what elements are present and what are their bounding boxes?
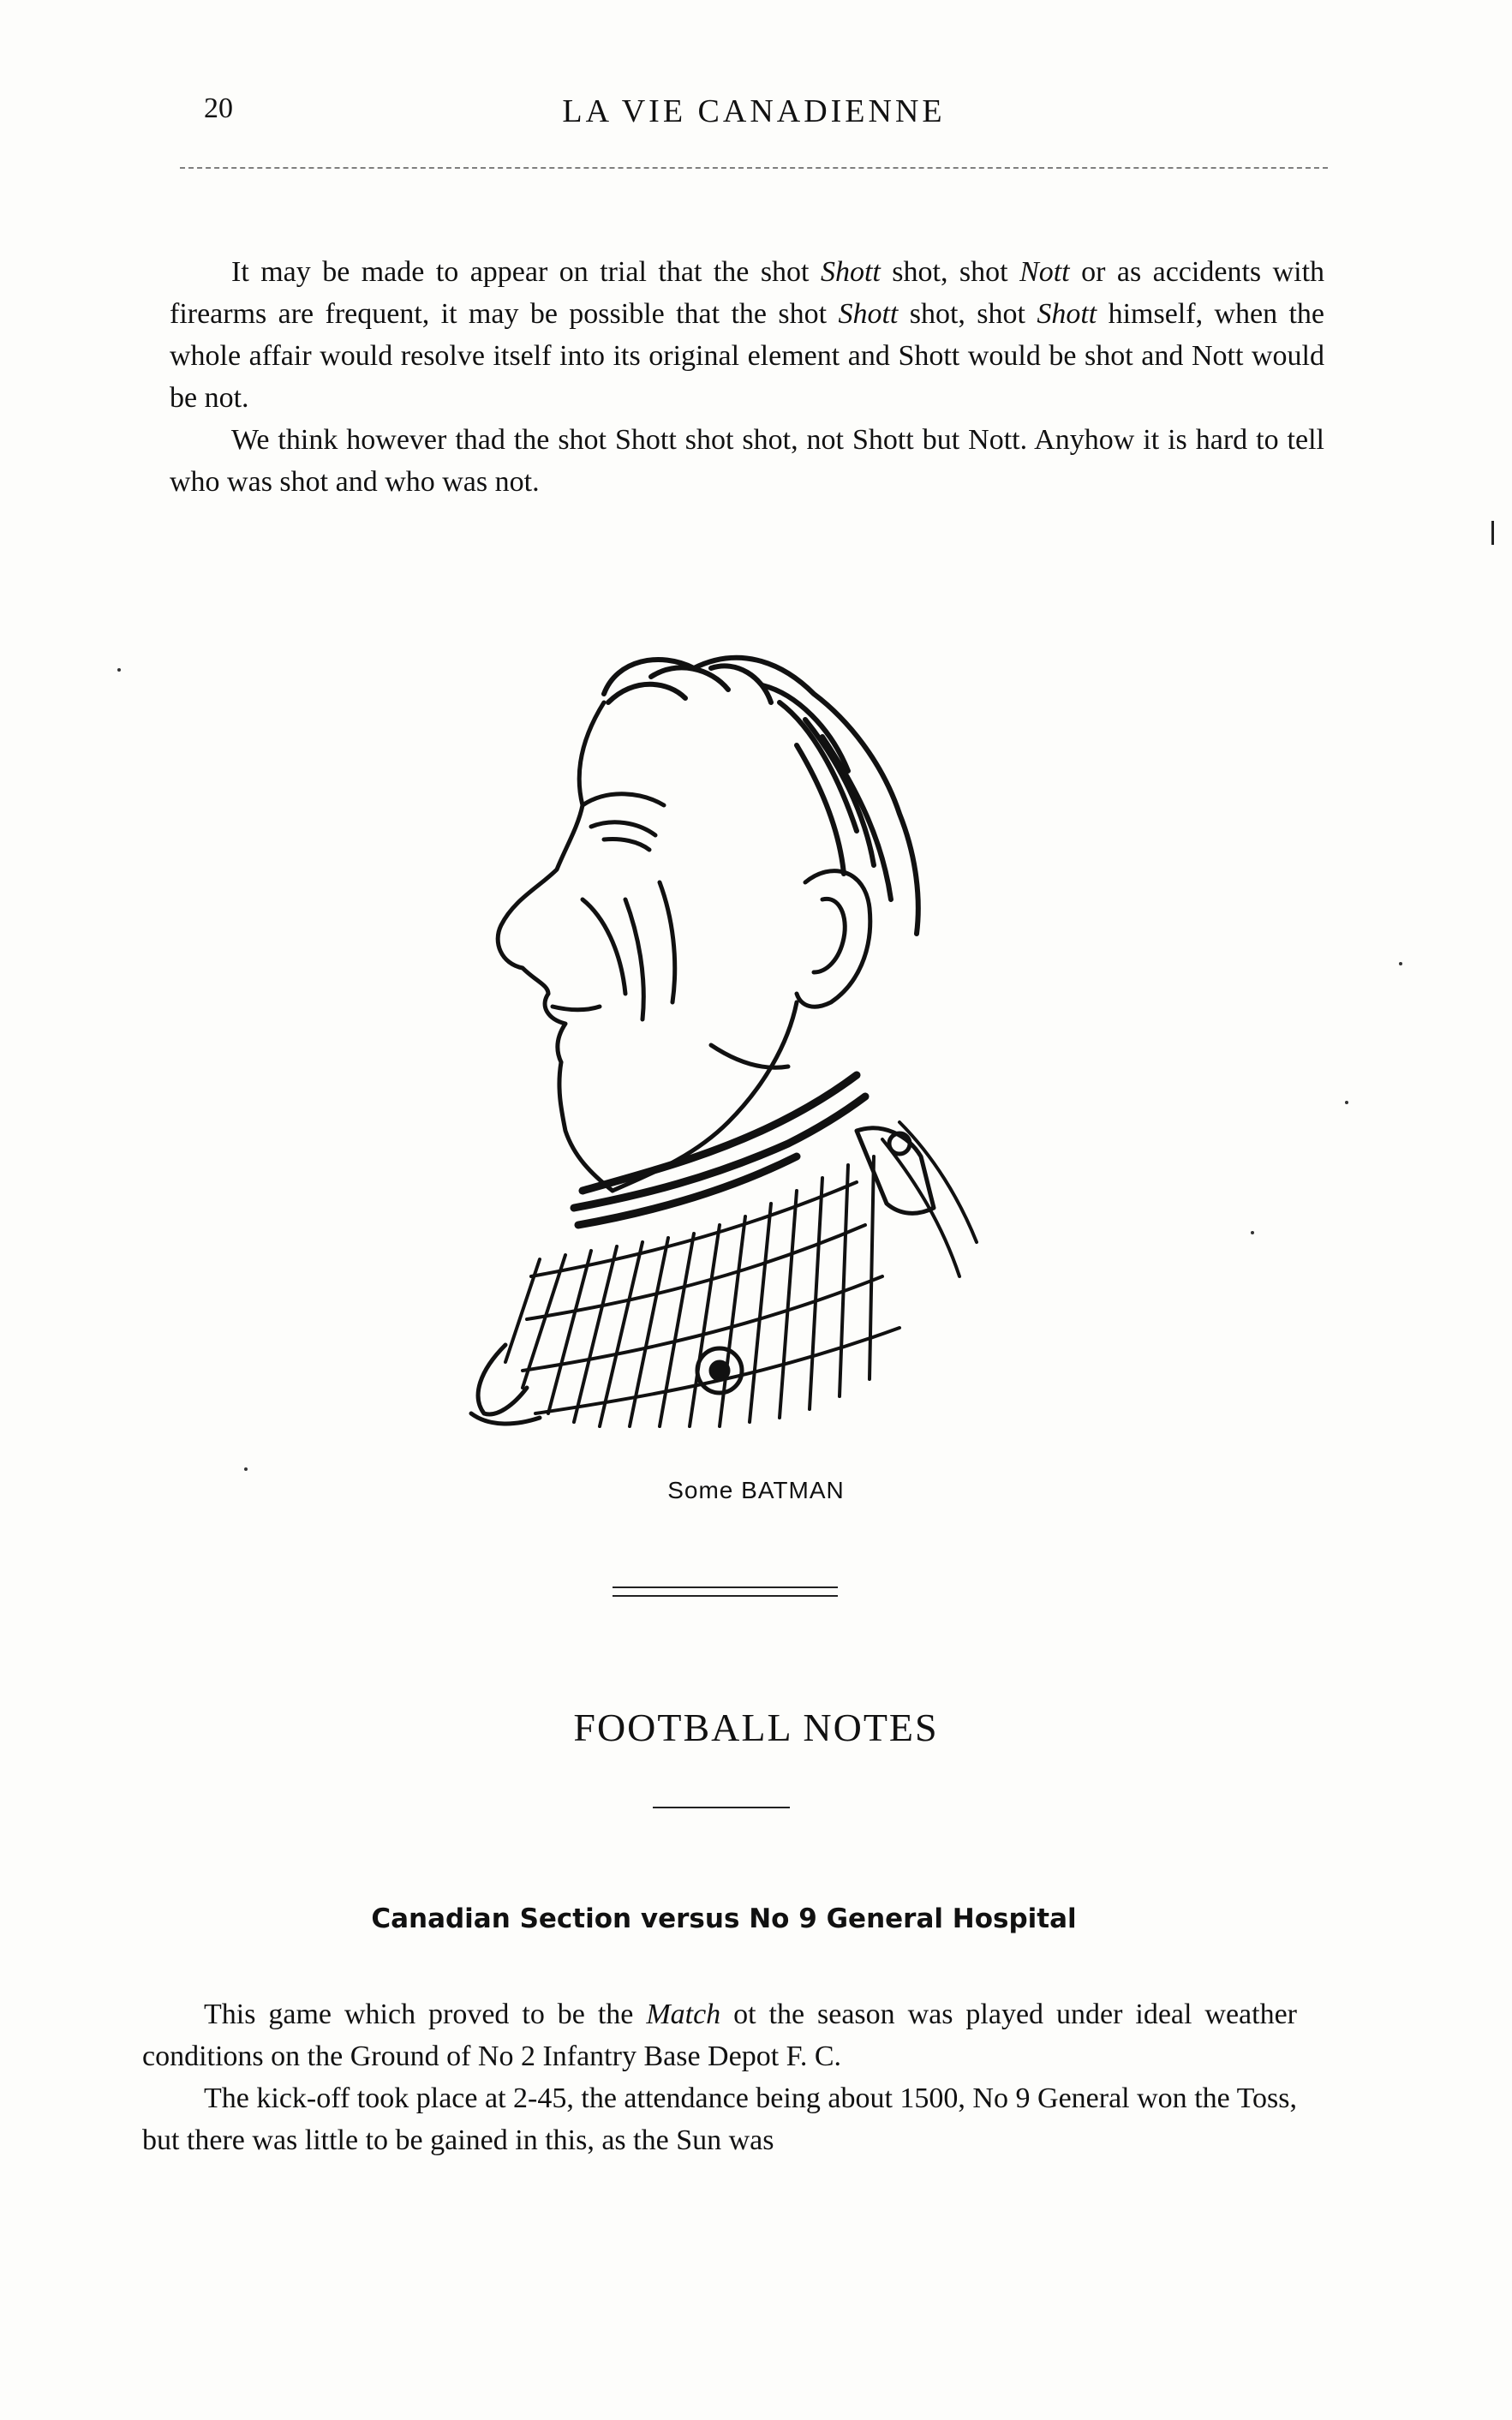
article-shott-nott — [170, 251, 1324, 503]
paragraph: The kick-off took place at 2-45, the attendance being about 1500, No 9 General won the Toss, but there was little to be gained in this, as the Sun was — [142, 2082, 1297, 2156]
paragraph: We think however thad the shot Shott shot shot, not Shott but Nott. Anyhow it is hard to tell who was shot and who was not. — [170, 424, 1324, 498]
running-head — [171, 93, 1336, 144]
match-heading: Canadian Section versus No 9 General Hospital — [371, 1903, 1077, 1934]
section-title: FOOTBALL NOTES — [573, 1706, 939, 1749]
header-rule — [180, 167, 1328, 169]
illustration-caption: Some BATMAN — [667, 1477, 845, 1503]
italic-text: Shott — [838, 298, 899, 330]
journal-title: LA VIE CANADIENNE — [562, 93, 946, 129]
italic-text: Match — [646, 1999, 721, 2030]
paragraph: This game which proved to be the Match ot the season was played under ideal weather conditions on the Ground of No 2 Infantry Base Depot F. C. — [142, 1999, 1297, 2072]
scan-edge-mark — [1491, 521, 1494, 545]
italic-text: Shott — [820, 256, 881, 288]
paragraph: It may be made to appear on trial that the shot Shott shot, shot Nott or as accidents with firearms are frequent, it may be possible that the shot Shott shot, shot Shott himself, when the whole affair would resolve itself into its original element and Shott would be shot and Nott would be not. — [170, 256, 1325, 414]
football-report — [142, 1993, 1297, 2161]
italic-text: Shott — [1037, 298, 1097, 330]
page-number: 20 — [204, 93, 233, 124]
title-rule — [653, 1807, 790, 1808]
batman-portrait-illustration — [454, 642, 1019, 1465]
section-divider — [613, 1586, 838, 1597]
italic-text: Nott — [1019, 256, 1070, 288]
